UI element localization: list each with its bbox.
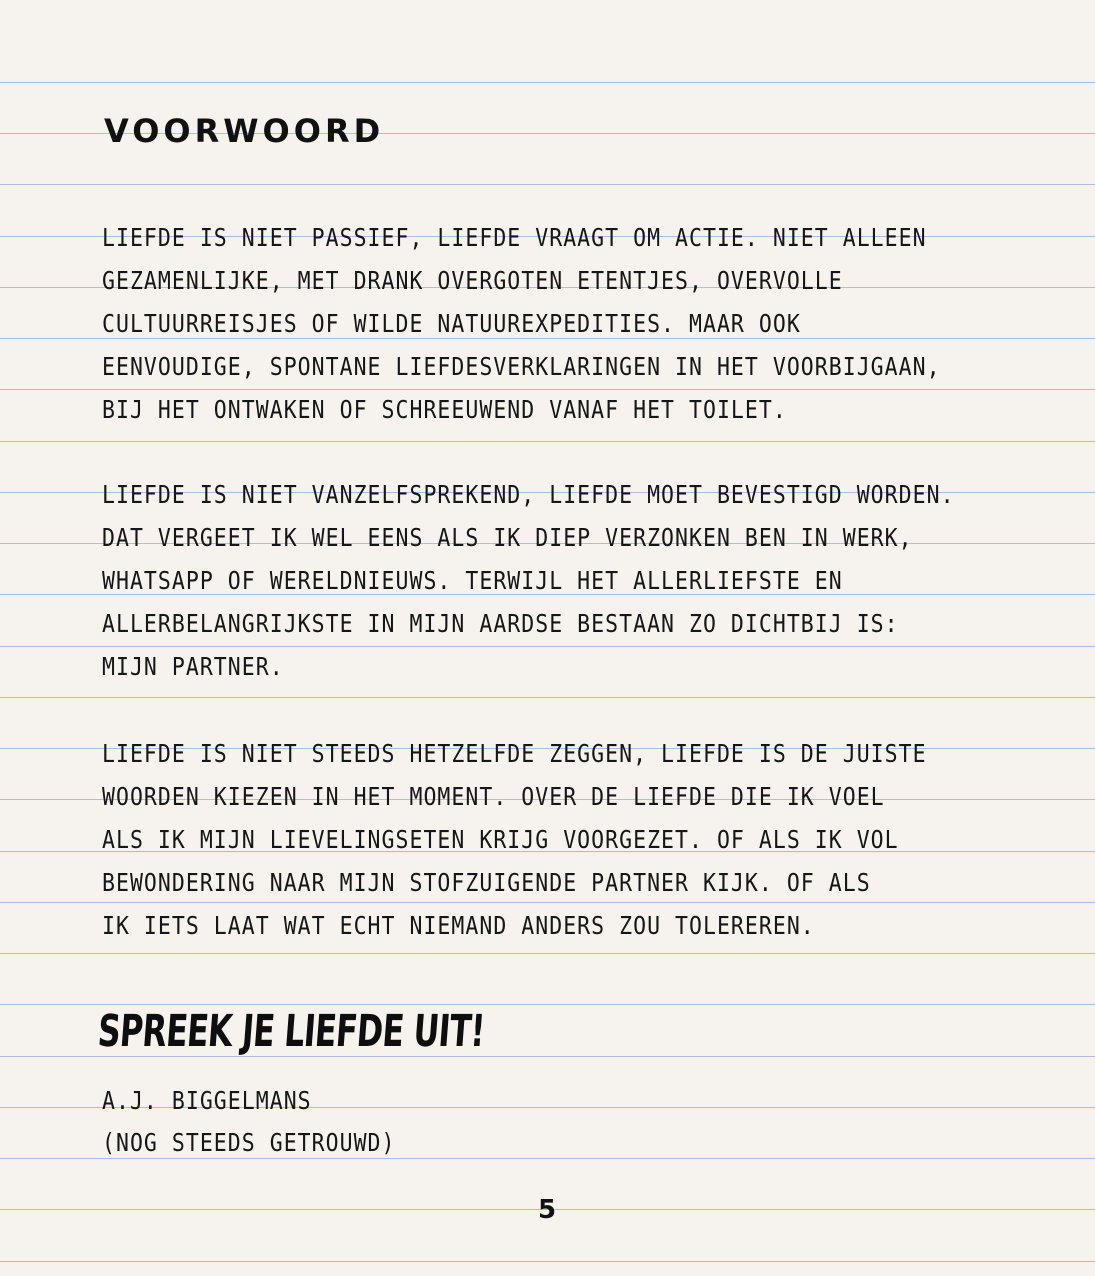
author-name: A.J. BIGGELMANS <box>102 1086 312 1115</box>
rule-line <box>0 82 1095 83</box>
rule-line <box>0 184 1095 185</box>
paragraph-3: LIEFDE IS NIET STEEDS HETZELFDE ZEGGEN, LIEFDE IS DE JUISTE WOORDEN KIEZEN IN HET MOMENT. OVER DE LIEFDE DIE IK VOEL ALS IK MIJN LIEVELINGSETEN KRIJG VOORGEZET. OF ALS IK VOL BEWONDERING NAAR MIJN STOFZUIGENDE PARTNER KIJK. OF ALS IK IETS LAAT WAT ECHT NIEMAND ANDERS ZOU TOLEREREN. <box>102 739 927 940</box>
signature-block <box>102 1080 396 1164</box>
page-title: voorwoord <box>104 99 385 153</box>
rule-line <box>0 953 1095 954</box>
page-number: 5 <box>538 1195 557 1225</box>
paragraph-1: LIEFDE IS NIET PASSIEF, LIEFDE VRAAGT OM ACTIE. NIET ALLEEN GEZAMENLIJKE, MET DRANK OVERGOTEN ETENTJES, OVERVOLLE CULTUURREISJES OF WILDE NATUUREXPEDITIES. MAAR OOK EENVOUDIGE, SPONTANE LIEFDESVERKLARINGEN IN HET VOORBIJGAAN, BIJ HET ONTWAKEN OF SCHREEUWEND VANAF HET TOILET. <box>102 223 941 424</box>
slogan-heading: SPREEK JE LIEFDE UIT! <box>95 1006 487 1057</box>
rule-line <box>0 441 1095 442</box>
author-note: (NOG STEEDS GETROUWD) <box>102 1128 396 1157</box>
rule-line <box>0 697 1095 698</box>
rule-line <box>0 1261 1095 1262</box>
paragraph-2: LIEFDE IS NIET VANZELFSPREKEND, LIEFDE MOET BEVESTIGD WORDEN. DAT VERGEET IK WEL EENS ALS IK DIEP VERZONKEN BEN IN WERK, WHATSAPP OF WERELDNIEUWS. TERWIJL HET ALLERLIEFSTE EN ALLERBELANGRIJKSTE IN MIJN AARDSE BESTAAN ZO DICHTBIJ IS: MIJN PARTNER. <box>102 480 955 681</box>
